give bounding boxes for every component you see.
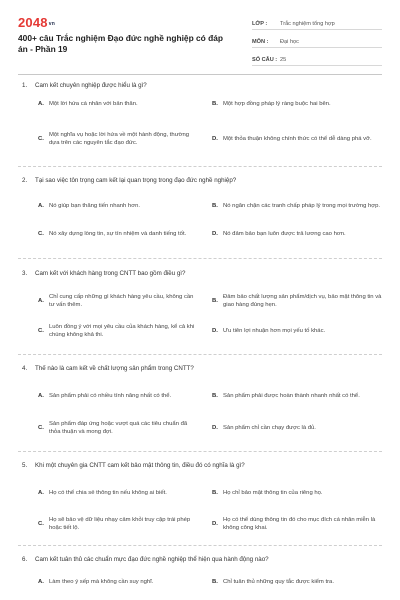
option-letter: C. [38,520,44,527]
option-a[interactable] [38,290,198,312]
option-text: Luôn đồng ý với mọi yêu cầu của khách hàng, kể cả khi chúng không khả thi. [49,323,195,338]
meta-label: MÔN : [252,39,269,45]
option-letter: D. [212,424,218,431]
option-text: Một thỏa thuận không chính thức có thể dễ dàng phá vỡ. [223,135,372,142]
question-text: Cam kết với khách hàng trong CNTT bao gồm điều gì? [35,270,186,277]
option-b[interactable] [212,98,382,110]
meta-info [252,12,382,66]
option-d[interactable] [212,223,382,245]
meta-value: Trắc nghiệm tổng hợp [280,21,335,27]
option-letter: B. [212,392,218,399]
question-stem [22,365,194,372]
option-letter: A. [38,489,44,496]
document-header [0,0,400,74]
question-stem [22,270,185,277]
option-letter: B. [212,100,218,107]
meta-label: SỐ CÂU : [252,57,278,63]
option-c[interactable] [38,122,198,156]
option-letter: A. [38,578,44,585]
question-text: Tại sao việc tôn trọng cam kết lại quan trọng trong đạo đức nghề nghiệp? [35,177,237,184]
logo-suffix: vn [48,20,55,27]
option-b[interactable] [212,576,382,588]
option-c[interactable] [38,320,198,342]
option-text: Họ có thể dùng thông tin đó cho mục đích cá nhân miễn là không công khai. [223,516,376,531]
question-number: 3. [22,270,28,277]
option-text: Nó xây dựng lòng tin, sự tín nhiệm và danh tiếng tốt. [49,230,187,237]
option-text: Nó đảm bảo bạn luôn được trả lương cao hơn. [223,230,346,237]
option-b[interactable] [212,195,382,217]
option-letter: D. [212,135,218,142]
option-a[interactable] [38,195,198,217]
option-a[interactable] [38,385,198,407]
question-number: 6. [22,556,28,563]
meta-value: 25 [280,57,287,63]
option-d[interactable] [212,122,382,156]
option-d[interactable] [212,513,382,535]
option-text: Sản phẩm phải có nhiều tính năng nhất có thể. [49,392,172,399]
option-text: Một hợp đồng pháp lý ràng buộc hai bên. [223,100,331,107]
option-text: Nó giúp bạn thăng tiến nhanh hơn. [49,202,140,209]
meta-row-class [252,12,382,30]
option-text: Đảm bảo chất lượng sản phẩm/dịch vụ, bảo mật thông tin và giao hàng đúng hẹn. [223,293,382,308]
question-text: Khi một chuyên gia CNTT cam kết bảo mật thông tin, điều đó có nghĩa là gì? [35,462,245,469]
option-letter: B. [212,297,218,304]
option-b[interactable] [212,482,382,504]
meta-row-subject [252,30,382,48]
option-text: Chỉ cung cấp những gì khách hàng yêu cầu, không cần tư vấn thêm. [49,293,194,308]
option-a[interactable] [38,98,198,110]
option-c[interactable] [38,417,198,439]
option-d[interactable] [212,320,382,342]
option-a[interactable] [38,576,198,588]
question-stem [22,556,269,563]
option-text: Làm theo ý sếp mà không cần suy nghĩ. [49,578,154,585]
question-number: 4. [22,365,28,372]
document-title: 400+ câu Trắc nghiệm Đạo đức nghề nghiệp có đáp án - Phần 19 [18,33,224,54]
option-text: Ưu tiên lợi nhuận hơn mọi yếu tố khác. [223,327,326,334]
question-number: 1. [22,82,28,89]
option-letter: A. [38,100,44,107]
question-number: 5. [22,462,28,469]
option-text: Chỉ tuân thủ những quy tắc được kiểm tra. [223,578,334,585]
option-letter: B. [212,489,218,496]
site-logo[interactable] [18,15,55,30]
option-letter: A. [38,297,44,304]
question-stem [22,462,245,469]
question-stem [22,82,147,89]
question-separator [18,545,382,546]
option-text: Họ chỉ bảo mật thông tin của riêng họ. [223,489,323,496]
option-letter: A. [38,202,44,209]
logo-number: 2048 [18,15,48,30]
option-b[interactable] [212,385,382,407]
option-c[interactable] [38,513,198,535]
option-text: Một nghĩa vụ hoặc lời hứa về một hành động, thường dựa trên các nguyên tắc đạo đức. [49,131,190,146]
option-letter: C. [38,327,44,334]
option-text: Một lời hứa cá nhân với bản thân. [49,100,138,107]
question-text: Cam kết tuân thủ các chuẩn mực đạo đức nghề nghiệp thể hiện qua hành động nào? [35,556,269,563]
meta-row-count [252,48,382,66]
option-c[interactable] [38,223,198,245]
question-separator [18,354,382,355]
option-letter: B. [212,202,218,209]
question-separator [18,258,382,259]
question-stem [22,177,236,184]
option-letter: C. [38,135,44,142]
question-separator [18,451,382,452]
question-text: Cam kết chuyên nghiệp được hiểu là gì? [35,82,147,89]
option-letter: B. [212,578,218,585]
option-a[interactable] [38,482,198,504]
option-text: Sản phẩm phải được hoàn thành nhanh nhất có thể. [223,392,360,399]
option-letter: C. [38,230,44,237]
option-letter: D. [212,327,218,334]
option-letter: A. [38,392,44,399]
option-text: Họ sẽ bảo vệ dữ liệu nhạy cảm khỏi truy cập trái phép hoặc tiết lộ. [49,516,191,531]
meta-value: Đại học [280,39,299,45]
option-text: Sản phẩm chỉ cần chạy được là đủ. [223,424,316,431]
option-letter: D. [212,230,218,237]
option-letter: C. [38,424,44,431]
question-separator [18,166,382,167]
option-text: Họ có thể chia sẻ thông tin nếu không ai biết. [49,489,167,496]
option-text: Nó ngăn chặn các tranh chấp pháp lý trong mọi trường hợp. [223,202,381,209]
option-letter: D. [212,520,218,527]
question-text: Thế nào là cam kết về chất lượng sản phẩm trong CNTT? [35,365,194,372]
option-b[interactable] [212,290,382,312]
option-d[interactable] [212,417,382,439]
option-text: Sản phẩm đáp ứng hoặc vượt quá các tiêu chuẩn đã thỏa thuận và mong đợi. [49,420,188,435]
meta-label: LỚP : [252,21,268,27]
header-divider [18,74,382,75]
question-number: 2. [22,177,28,184]
